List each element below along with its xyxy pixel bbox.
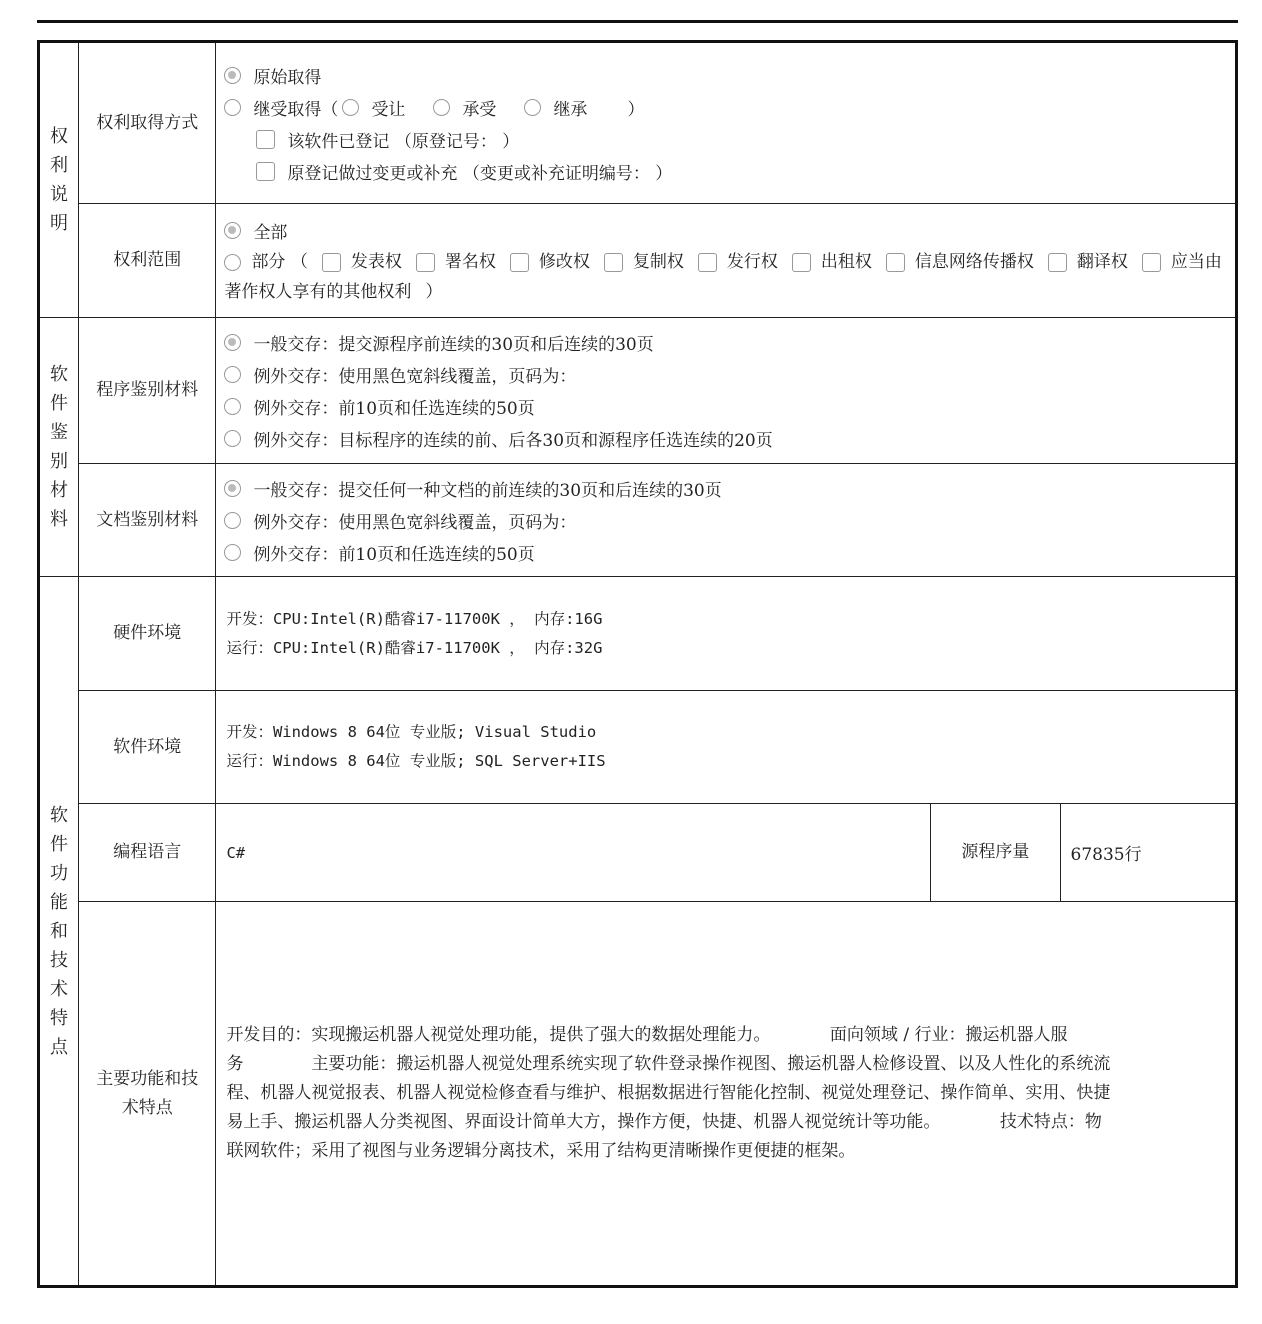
checkbox-icon[interactable] (256, 130, 275, 149)
program-option[interactable] (224, 359, 1225, 391)
radio-checked-icon[interactable] (224, 67, 241, 84)
right-label: 发表权 (350, 251, 402, 272)
hardware-label: 硬件环境 (79, 577, 216, 691)
option-label: 一般交存：提交任何一种文档的前连续的30页和后连续的30页 (253, 480, 722, 501)
hardware-dev: 开发：CPU:Intel(R)酷睿i7-11700K ， 内存:16G (226, 609, 603, 628)
top-rule (37, 20, 1238, 23)
function-group-cell (39, 577, 79, 1287)
document-option[interactable] (224, 536, 1225, 568)
option-all[interactable] (224, 215, 1225, 247)
checkbox-network[interactable] (886, 253, 905, 272)
language-text: C# (226, 843, 246, 862)
features-row (39, 902, 1237, 1287)
software-row (39, 691, 1237, 804)
option-partial[interactable] (224, 247, 1225, 307)
program-material-label: 程序鉴别材料 (79, 318, 216, 464)
identification-group-cell (39, 318, 79, 577)
hardware-row (39, 577, 1237, 691)
checkbox-modify[interactable] (510, 253, 529, 272)
program-option[interactable] (224, 391, 1225, 423)
program-option[interactable] (224, 423, 1225, 455)
right-label: 翻译权 (1076, 251, 1128, 272)
option-label: 一般交存：提交源程序前连续的30页和后连续的30页 (253, 335, 654, 355)
acquisition-row (39, 42, 1237, 204)
radio-inherit[interactable] (524, 99, 541, 116)
radio-icon[interactable] (224, 512, 241, 529)
radio-icon[interactable] (224, 99, 241, 116)
option-label: 受让 (371, 99, 406, 120)
checkbox-other[interactable] (1142, 253, 1161, 272)
checkbox-icon[interactable] (256, 162, 275, 181)
option-label: 该软件已登记 （原登记号： ） (287, 131, 520, 152)
language-label: 编程语言 (79, 804, 216, 902)
features-line: 开发目的：实现搬运机器人视觉处理功能，提供了强大的数据处理能力。 面向领域 / 行业：搬运机器人服 (226, 1025, 1068, 1045)
right-label: 信息网络传播权 (914, 251, 1034, 272)
document-material-options (216, 464, 1237, 577)
option-changed[interactable] (224, 155, 1225, 187)
option-label: 继受取得（ (253, 99, 339, 120)
rights-group-label: 权利说明 (50, 126, 69, 234)
software-label: 软件环境 (79, 691, 216, 804)
radio-icon[interactable] (224, 398, 241, 415)
right-label: 应当由著作权人享有的其他权利 (224, 251, 1222, 302)
program-option[interactable] (224, 327, 1225, 359)
source-lines-value: 67835行 (1060, 804, 1236, 902)
features-line: 程、机器人视觉报表、机器人视觉检修查看与维护、根据数据进行智能化控制、视觉处理登记、操作简单、实用、快捷 (226, 1083, 1111, 1103)
right-label: 发行权 (726, 251, 778, 272)
option-label: 例外交存：使用黑色宽斜线覆盖，页码为： (253, 367, 577, 387)
option-label: 承受 (462, 99, 497, 120)
registration-form-table (37, 40, 1238, 1288)
radio-checked-icon[interactable] (224, 222, 241, 239)
scope-row (39, 204, 1237, 318)
option-label: 例外交存：使用黑色宽斜线覆盖，页码为： (253, 512, 577, 533)
radio-icon[interactable] (224, 366, 241, 383)
checkbox-translate[interactable] (1048, 253, 1067, 272)
option-inherited[interactable] (224, 91, 1225, 123)
radio-icon[interactable] (224, 544, 241, 561)
option-label: 例外交存：目标程序的连续的前、后各30页和源程序任选连续的20页 (253, 431, 773, 451)
checkbox-rent[interactable] (792, 253, 811, 272)
document-material-row (39, 464, 1237, 577)
document-material-label: 文档鉴别材料 (79, 464, 216, 577)
option-registered[interactable] (224, 123, 1225, 155)
program-material-row (39, 318, 1237, 464)
document-option[interactable] (224, 472, 1225, 504)
paren: ） (425, 281, 443, 302)
option-label: 全部 (253, 223, 288, 243)
identification-group-label: 软件鉴别材料 (50, 364, 69, 530)
right-label: 复制权 (632, 251, 684, 272)
right-label: 出租权 (820, 251, 872, 272)
option-label: 部分 （ (251, 251, 308, 272)
document-option[interactable] (224, 504, 1225, 536)
option-label: 例外交存：前10页和任选连续的50页 (253, 544, 535, 565)
radio-checked-icon[interactable] (224, 480, 241, 497)
software-dev: 开发：Windows 8 64位 专业版; Visual Studio (226, 723, 597, 741)
acquisition-label: 权利取得方式 (79, 42, 216, 204)
features-line: 联网软件；采用了视图与业务逻辑分离技术，采用了结构更清晰操作更便捷的框架。 (226, 1141, 856, 1161)
option-label: 例外交存：前10页和任选连续的50页 (253, 399, 535, 419)
checkbox-distribute[interactable] (698, 253, 717, 272)
language-value (216, 804, 931, 902)
program-material-options (216, 318, 1237, 464)
right-label: 署名权 (444, 251, 496, 272)
checkbox-publish[interactable] (322, 253, 341, 272)
language-row (39, 804, 1237, 902)
source-lines-label: 源程序量 (931, 804, 1060, 902)
rights-group-cell (39, 42, 79, 318)
acquisition-options (216, 42, 1237, 204)
features-label: 主要功能和技术特点 (79, 902, 216, 1287)
features-text (216, 902, 1237, 1287)
hardware-run: 运行：CPU:Intel(R)酷睿i7-11700K ， 内存:32G (226, 638, 603, 657)
checkbox-authorship[interactable] (416, 253, 435, 272)
software-value (216, 691, 1237, 804)
features-line: 务 主要功能：搬运机器人视觉处理系统实现了软件登录操作视图、搬运机器人检修设置、以及人性化的系统流 (226, 1054, 1111, 1074)
option-label: 继承 (553, 99, 588, 120)
function-group-label: 软件功能和技术特点 (50, 804, 69, 1058)
radio-icon[interactable] (224, 254, 241, 271)
hardware-value (216, 577, 1237, 691)
features-line: 易上手、搬运机器人分类视图、界面设计简单大方，操作方便，快捷、机器人视觉统计等功能。 技术特点：物 (226, 1112, 1102, 1132)
radio-transfer[interactable] (342, 99, 359, 116)
checkbox-copy[interactable] (604, 253, 623, 272)
paren: ） (627, 99, 645, 120)
radio-icon[interactable] (224, 430, 241, 447)
option-label: 原始取得 (253, 67, 322, 88)
radio-accept[interactable] (433, 99, 450, 116)
right-label: 修改权 (538, 251, 590, 272)
scope-options (216, 204, 1237, 318)
option-original[interactable] (224, 59, 1225, 91)
scope-label: 权利范围 (79, 204, 216, 318)
radio-checked-icon[interactable] (224, 334, 241, 351)
software-run: 运行：Windows 8 64位 专业版; SQL Server+IIS (226, 752, 606, 770)
option-label: 原登记做过变更或补充 （变更或补充证明编号： ） (287, 163, 673, 184)
